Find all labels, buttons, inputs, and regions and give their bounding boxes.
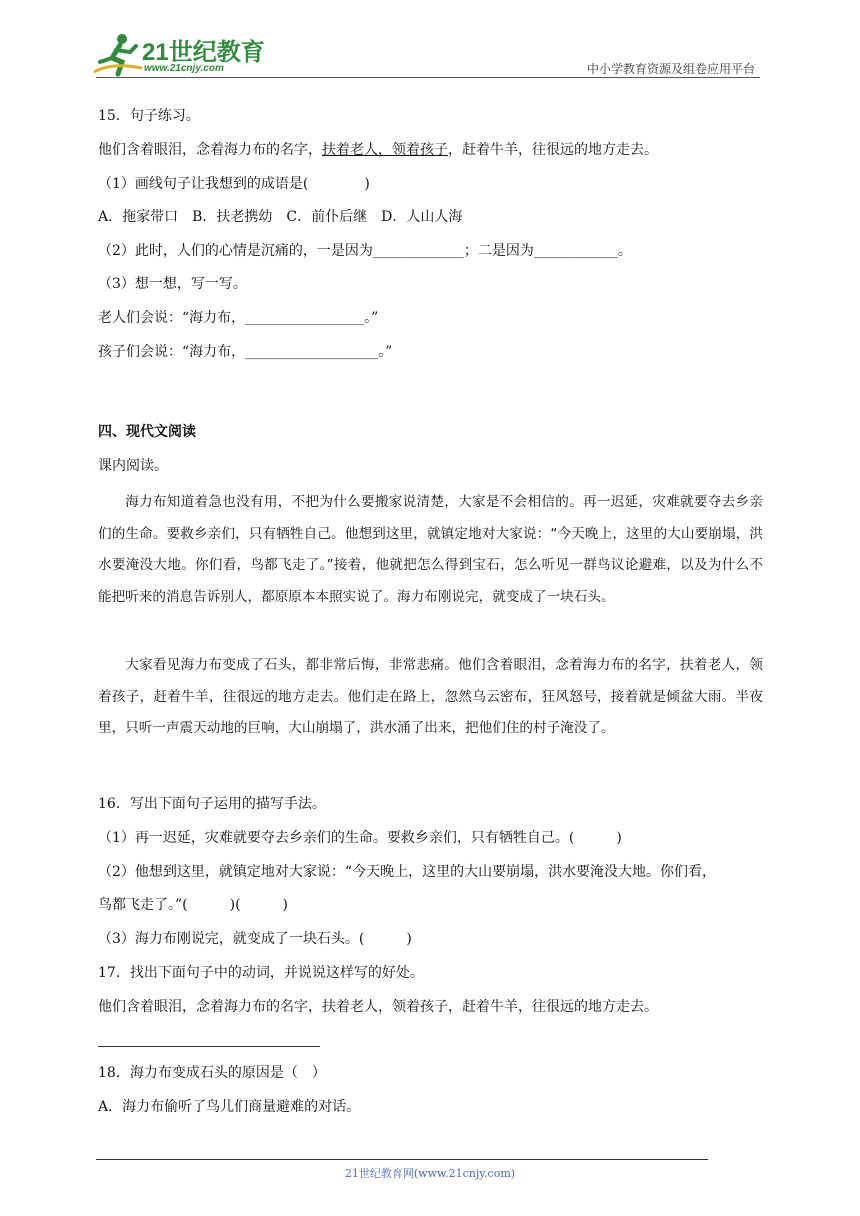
q15-old-say: 老人们会说：“海力布，_________________。”: [98, 310, 379, 326]
q18-option-a: A．海力布偷听了鸟儿们商量避难的对话。: [98, 1099, 361, 1115]
q16-sub2-line1: （2）他想到这里，就镇定地对大家说：“今天晚上，这里的大山要崩塌，洪水要淹没大地。你们看，: [98, 864, 717, 880]
q15-sentence-underlined: 扶着老人，领着孩子: [322, 142, 448, 158]
q15-sub3: （3）想一想，写一写。: [98, 276, 247, 292]
q16-sub3: （3）海力布刚说完，就变成了一块石头。( ): [98, 931, 412, 947]
header-divider: [96, 77, 760, 78]
logo-text: 21世纪教育: [142, 39, 265, 66]
q16-sub2-line2: 鸟都飞走了。”( )( ): [98, 897, 289, 913]
section-title: 四、现代文阅读: [98, 424, 196, 440]
q15-kid-say: 孩子们会说：“海力布，___________________。”: [98, 344, 393, 360]
q16-sub1: （1）再一迟延，灾难就要夺去乡亲们的生命。要救乡亲们，只有牺牲自己。( ): [98, 830, 622, 846]
section-intro: 课内阅读。: [98, 458, 168, 474]
q15-sub2: （2）此时，人们的心情是沉痛的，一是因为_____________；二是因为____________。: [98, 243, 632, 259]
q17-title: 17．找出下面句子中的动词，并说说这样写的好处。: [98, 965, 424, 981]
q18-title: 18．海力布变成石头的原因是（ ）: [98, 1065, 326, 1081]
q17-answer-line: [98, 1046, 320, 1047]
footer-link[interactable]: 21世纪教育网(www.21cnjy.com): [344, 1167, 516, 1180]
header-platform-name: 中小学教育资源及组卷应用平台: [586, 62, 755, 76]
runner-icon: [92, 32, 144, 78]
q15-options: A．拖家带口 B．扶老携幼 C．前仆后继 D．人山人海: [98, 209, 463, 225]
q15-sentence-before: 他们含着眼泪，念着海力布的名字，: [98, 142, 322, 158]
q15-sentence-after: ，赶着牛羊，往很远的地方走去。: [448, 142, 658, 158]
reading-paragraph-2: 大家看见海力布变成了石头，都非常后悔，非常悲痛。他们含着眼泪，念着海力布的名字，扶着老人，领着孩子，赶着牛羊，往很远的地方走去。他们走在路上，忽然乌云密布，狂风怒号，接着就是倾盆大雨。半夜里，只听一声震天动地的巨响，大山崩塌了，洪水涌了出来，把他们住的村子淹没了。: [98, 657, 763, 736]
q15-sub1: （1）画线句子让我想到的成语是( ): [98, 176, 370, 192]
logo-url: www.21cnjy.com: [144, 63, 224, 74]
q15-title: 15．句子练习。: [98, 108, 200, 124]
site-logo: [92, 30, 265, 82]
q17-sentence: 他们含着眼泪，念着海力布的名字，扶着老人，领着孩子，赶着牛羊，往很远的地方走去。: [98, 999, 658, 1015]
q15-sentence: [98, 140, 658, 160]
q16-title: 16．写出下面句子运用的描写手法。: [98, 796, 326, 812]
footer-divider: [96, 1159, 708, 1160]
reading-paragraph-1: 海力布知道着急也没有用，不把为什么要搬家说清楚，大家是不会相信的。再一迟延，灾难就要夺去乡亲们的生命。要救乡亲们，只有牺牲自己。他想到这里，就镇定地对大家说：“今天晚上，这里的大山要崩塌，洪水要淹没大地。你们看，鸟都飞走了。”接着，他就把怎么得到宝石，怎么听见一群鸟议论避难，以及为什么不能把听来的消息告诉别人，都原原本本照实说了。海力布刚说完，就变成了一块石头。: [98, 494, 763, 605]
